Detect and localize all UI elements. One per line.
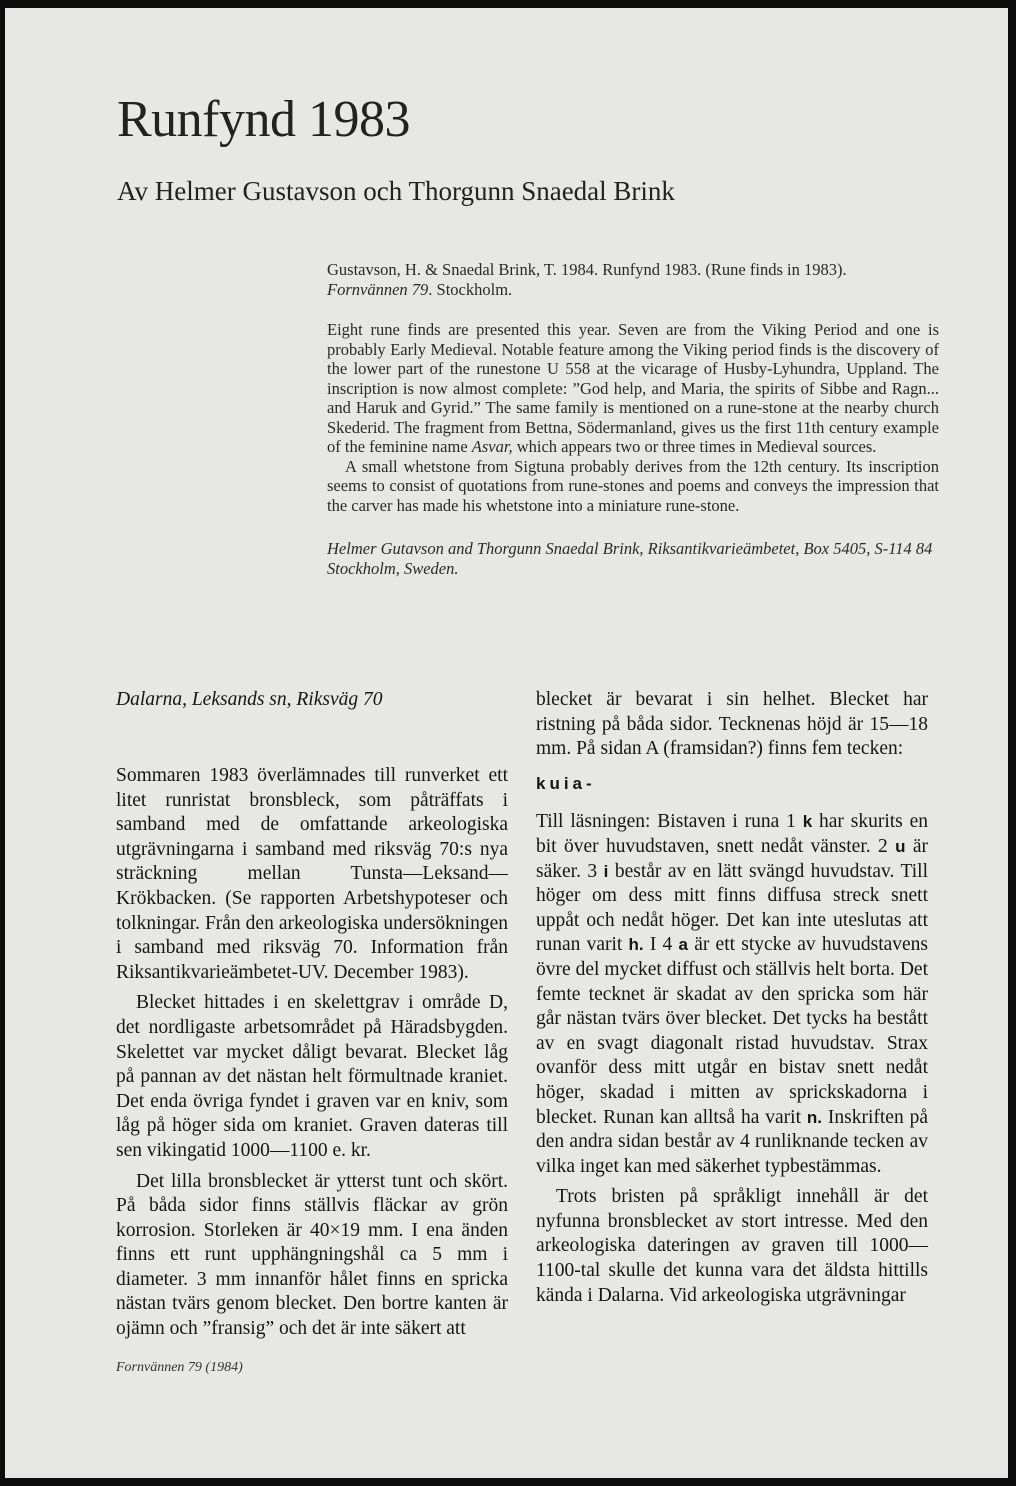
- body-paragraph: Trots bristen på språkligt innehåll är det nyfunna bronsblecket av stort intresse. Med den arkeologiska dateringen av graven till 1000—1100-tal skulle det kunna vara det äldsta hittills kända i Dalarna. Vid arkeologiska utgrävningar: [536, 1186, 928, 1306]
- rune-letter: k: [802, 812, 813, 832]
- abstract-paragraph-1: Eight rune finds are presented this year. Seven are from the Viking Period and one is probably Early Medieval. Notable feature among the Viking period finds is the discovery of the lower part of the runestone U 558 at the vicarage of Husby-Lyhundra, Uppland. The inscription is now almost complete: ”God help, and Maria, the spirits of Sibbe and Ragn... and Haruk and Gyrid.” The same family is mentioned on a rune-stone at the nearby church Skederid. The fragment from Bettna, Södermanland, gives us the first 11th century example of the feminine name Asvar, which appears two or three times in Medieval sources.: [327, 320, 939, 456]
- article-byline: Av Helmer Gustavson och Thorgunn Snaedal Brink: [117, 176, 675, 206]
- rune-transliteration: kuia-: [536, 773, 596, 793]
- abstract-block: [327, 260, 939, 578]
- rune-letter: h.: [628, 935, 644, 955]
- body-column-left: [116, 688, 508, 1342]
- body-paragraph: Sommaren 1983 överlämnades till runverket ett litet runristat bronsbleck, som påträffats i samband med de omfattande arkeologiska utgrävningarna i samband med riksväg 70:s nya sträckning mellan Tunsta—Leksand—Krökbacken. (Se rapporten Arbetshypoteser och tolkningar. Från den arkeologiska undersökningen i samband med riksväg 70. Information från Riksantikvarieämbetet-UV. December 1983).: [116, 765, 508, 983]
- journal-page: [5, 8, 1008, 1478]
- feminine-name: Asvar,: [471, 437, 513, 456]
- citation-place: . Stockholm.: [428, 279, 513, 299]
- body-column-right: [536, 688, 928, 1308]
- article-title: Runfynd 1983: [117, 91, 410, 148]
- citation: [327, 260, 939, 299]
- citation-journal: Fornvännen 79: [327, 279, 429, 299]
- rune-letter: u: [895, 836, 906, 856]
- section-heading: Dalarna, Leksands sn, Riksväg 70: [116, 689, 383, 710]
- body-paragraph: Blecket hittades i en skelettgrav i område D, det nordligaste arbetsområdet på Häradsbygden. Skelettet var mycket dåligt bevarat. Blecket låg på pannan av det nästan helt förmultnade kraniet. Det enda övriga fyndet i graven var en kniv, som låg på höger sida om kraniet. Graven dateras till sen vikingatid 1000—1100 e. kr.: [116, 992, 508, 1161]
- rune-letter: i: [603, 861, 609, 881]
- rune-letter: n.: [806, 1107, 822, 1127]
- body-paragraph: Det lilla bronsblecket är ytterst tunt och skört. På båda sidor finns ställvis fläckar av grön korrosion. Storleken är 40×19 mm. I ena änden finns ett runt upphängningshål ca 5 mm i diameter. 3 mm innanför hålet finns en spricka nästan tvärs genom blecket. Den bortre kanten är ojämn och ”fransig” och det är inte säkert att: [116, 1170, 508, 1340]
- citation-text: Gustavson, H. & Snaedal Brink, T. 1984. Runfynd 1983. (Rune finds in 1983).: [327, 260, 847, 279]
- body-paragraph: Till läsningen: Bistaven i runa 1 k har skurits en bit över huvudstaven, snett nedåt vänster. 2 u är säker. 3 i består av en lätt svängd huvudstav. Till höger om dess mitt finns diffusa streck snett uppåt och nedåt höger. Det kan inte uteslutas att runan varit h. I 4 a är ett stycke av huvudstavens övre del mycket diffust och ställvis helt borta. Det femte tecknet är skadat av den spricka som här går nästan tvärs över blecket. Det tycks ha bestått av en svagt diagonalt ristad huvudstav. Strax ovanför dess mitt utgår en bistav snett nedåt höger, skadad i mitten av sprickskadorna i blecket. Runan kan alltså ha varit n. Inskriften på den andra sidan består av 4 runliknande tecken av vilka inget kan med säkerhet typbestämmas.: [536, 811, 929, 1177]
- rune-letter: a: [678, 935, 688, 955]
- abstract-paragraph-2: A small whetstone from Sigtuna probably derives from the 12th century. Its inscription seems to consist of quotations from rune-stones and poems and conveys the impression that the carver has made his whetstone into a miniature rune-stone.: [327, 456, 939, 515]
- body-paragraph: blecket är bevarat i sin helhet. Blecket har ristning på båda sidor. Tecknenas höjd är 15—18 mm. På sidan A (framsidan?) finns fem tecken:: [536, 689, 928, 760]
- page-footer: Fornvännen 79 (1984): [116, 1360, 243, 1375]
- author-address: Helmer Gutavson and Thorgunn Snaedal Brink, Riksantikvarieämbetet, Box 5405, S-114 84 Stockholm, Sweden.: [327, 539, 933, 578]
